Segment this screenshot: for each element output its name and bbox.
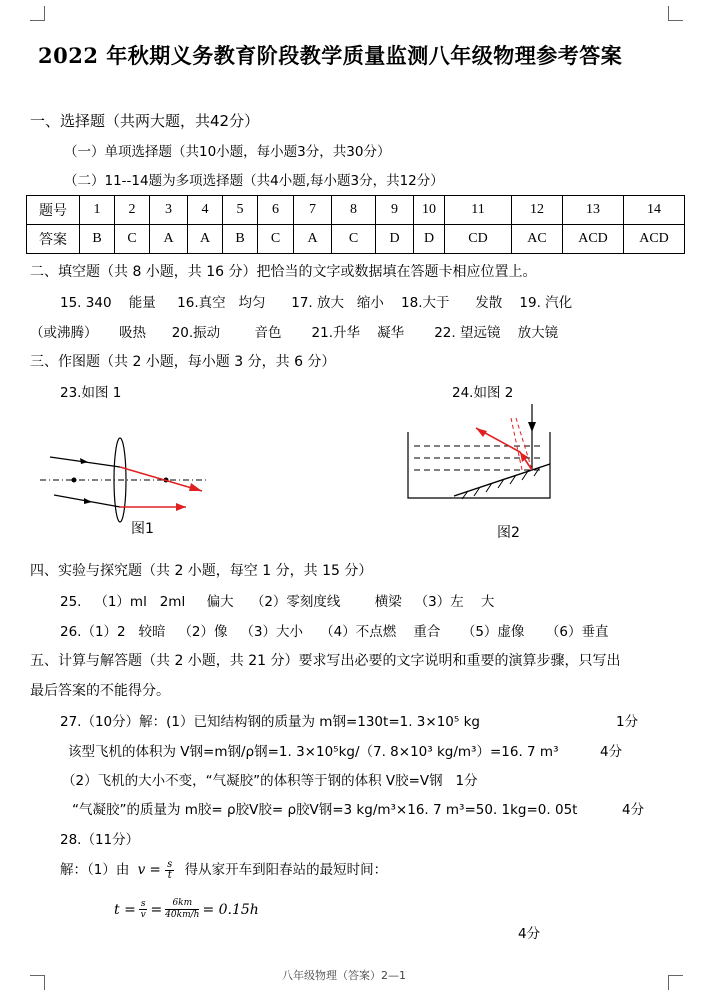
section-2-line2: （或沸腾） 吸热 20.振动 音色 21.升华 凝华 22. 望远镜 放大镜: [30, 325, 559, 341]
section-5-heading: 五、计算与解答题（共 2 小题，共 21 分）要求写出必要的文字说明和重要的演算步骤，只写出: [30, 653, 621, 669]
section-2-line1: 15. 340 能量 16.真空 均匀 17. 放大 缩小 18.大于 发散 19. 汽化: [60, 295, 573, 311]
table-cell: C: [258, 225, 294, 254]
table-cell: C: [332, 225, 376, 254]
answer-28-intro-suffix: 得从家开车到阳春站的最短时间：: [184, 862, 388, 878]
table-row-answers: [27, 225, 685, 254]
table-cell: 1: [80, 196, 115, 225]
calc-fraction-sv-den: v: [140, 910, 146, 920]
answer-28-intro-prefix: 解：（1）由: [60, 862, 130, 878]
answer-27-mass: “气凝胶”的质量为 m胶= ρ胶V胶= ρ胶V钢=3 kg/m³×16. 7 m³=50. 1kg=0. 05t: [72, 802, 578, 818]
answer-28-points: 4分: [518, 926, 541, 942]
answer-27-volume: 该型飞机的体积为 V钢=m钢/ρ钢=1. 3×10⁵kg/（7. 8×10³ kg/m³）=16. 7 m³: [68, 744, 559, 760]
velocity-formula-denominator: t: [167, 870, 172, 881]
section-1-sub1: （一）单项选择题（共10小题，每小题3分，共30分）: [64, 144, 391, 160]
table-cell: D: [376, 225, 414, 254]
table-cell: B: [80, 225, 115, 254]
figure-2-reflection-diagram: [404, 400, 564, 520]
table-cell: 12: [512, 196, 563, 225]
figure-1-title: 23.如图 1: [60, 385, 122, 401]
table-cell: A: [188, 225, 223, 254]
figure-1-lens-diagram: [36, 425, 216, 535]
table-cell: 5: [223, 196, 258, 225]
calc-lhs: t =: [114, 901, 136, 918]
answer-27-volume-points: 4分: [600, 744, 623, 760]
table-cell: 13: [563, 196, 624, 225]
answer-27-part-2: （2）飞机的大小不变，“气凝胶”的体积等于钢的体积 V胶=V钢 1分: [62, 773, 478, 789]
page-title: 2022 年秋期义务教育阶段教学质量监测八年级物理参考答案: [38, 43, 623, 68]
table-cell: 题号: [27, 196, 80, 225]
table-cell: 2: [115, 196, 150, 225]
calc-result: = 0.15h: [202, 901, 259, 918]
table-cell: D: [414, 225, 445, 254]
table-cell: A: [294, 225, 332, 254]
table-cell: 3: [150, 196, 188, 225]
table-cell: 9: [376, 196, 414, 225]
page-footer: 八年级物理（答案）2—1: [282, 969, 406, 982]
table-cell: 4: [188, 196, 223, 225]
answer-table: [26, 195, 685, 254]
section-1-sub2: （二）11--14题为多项选择题（共4小题,每小题3分，共12分）: [64, 173, 444, 189]
figure-2-title: 24.如图 2: [452, 385, 514, 401]
velocity-formula-numerator: s: [167, 859, 173, 870]
table-cell: 11: [445, 196, 512, 225]
answer-26: 26.（1）2 较暗 （2）像 （3）大小 （4）不点燃 重合 （5）虚像 （6）垂直: [60, 624, 609, 640]
table-cell: 7: [294, 196, 332, 225]
table-cell: AC: [512, 225, 563, 254]
section-5-heading-cont: 最后答案的不能得分。: [30, 683, 170, 699]
section-1-heading: 一、选择题（共两大题，共42分）: [30, 112, 260, 130]
calc-fraction-values-den: 40km/h: [165, 910, 200, 920]
table-cell: 答案: [27, 225, 80, 254]
answer-25: 25. （1）ml 2ml 偏大 （2）零刻度线 横梁 （3）左 大: [60, 594, 495, 610]
table-cell: 14: [624, 196, 685, 225]
crop-mark-top-left: [30, 6, 45, 21]
table-cell: B: [223, 225, 258, 254]
answer-27-part-1: 27.（10分）解：(1）已知结构钢的质量为 m钢=130t=1. 3×10⁵ kg: [60, 714, 480, 730]
section-4-heading: 四、实验与探究题（共 2 小题，每空 1 分，共 15 分）: [30, 563, 373, 579]
table-cell: ACD: [624, 225, 685, 254]
crop-mark-top-right: [668, 6, 683, 21]
answer-28-intro: [60, 858, 387, 881]
question-28-heading: 28.（11分）: [60, 832, 140, 848]
calc-fraction-sv-num: s: [140, 899, 146, 909]
table-cell: C: [115, 225, 150, 254]
answer-27-mass-points: 4分: [622, 802, 645, 818]
table-row-numbers: [27, 196, 685, 225]
table-cell: CD: [445, 225, 512, 254]
figure-1-caption: 图1: [131, 521, 154, 537]
table-cell: 10: [414, 196, 445, 225]
table-cell: ACD: [563, 225, 624, 254]
crop-mark-bottom-left: [30, 975, 45, 990]
section-3-heading: 三、作图题（共 2 小题，每小题 3 分，共 6 分）: [30, 354, 336, 370]
calc-fraction-values: [165, 898, 199, 921]
calc-equals: =: [150, 901, 163, 918]
velocity-formula-fraction: [165, 860, 174, 881]
section-2-heading: 二、填空题（共 8 小题，共 16 分）把恰当的文字或数据填在答题卡相应位置上。: [30, 264, 537, 280]
velocity-formula: [138, 860, 175, 881]
table-cell: A: [150, 225, 188, 254]
velocity-formula-lhs: v =: [137, 862, 161, 878]
calc-fraction-values-num: 6km: [165, 898, 199, 910]
crop-mark-bottom-right: [668, 975, 683, 990]
answer-27-part-1-points: 1分: [616, 714, 639, 730]
figure-2-caption: 图2: [497, 525, 520, 541]
calc-fraction-sv: [139, 899, 148, 920]
time-calculation: [114, 898, 259, 921]
table-cell: 6: [258, 196, 294, 225]
table-cell: 8: [332, 196, 376, 225]
